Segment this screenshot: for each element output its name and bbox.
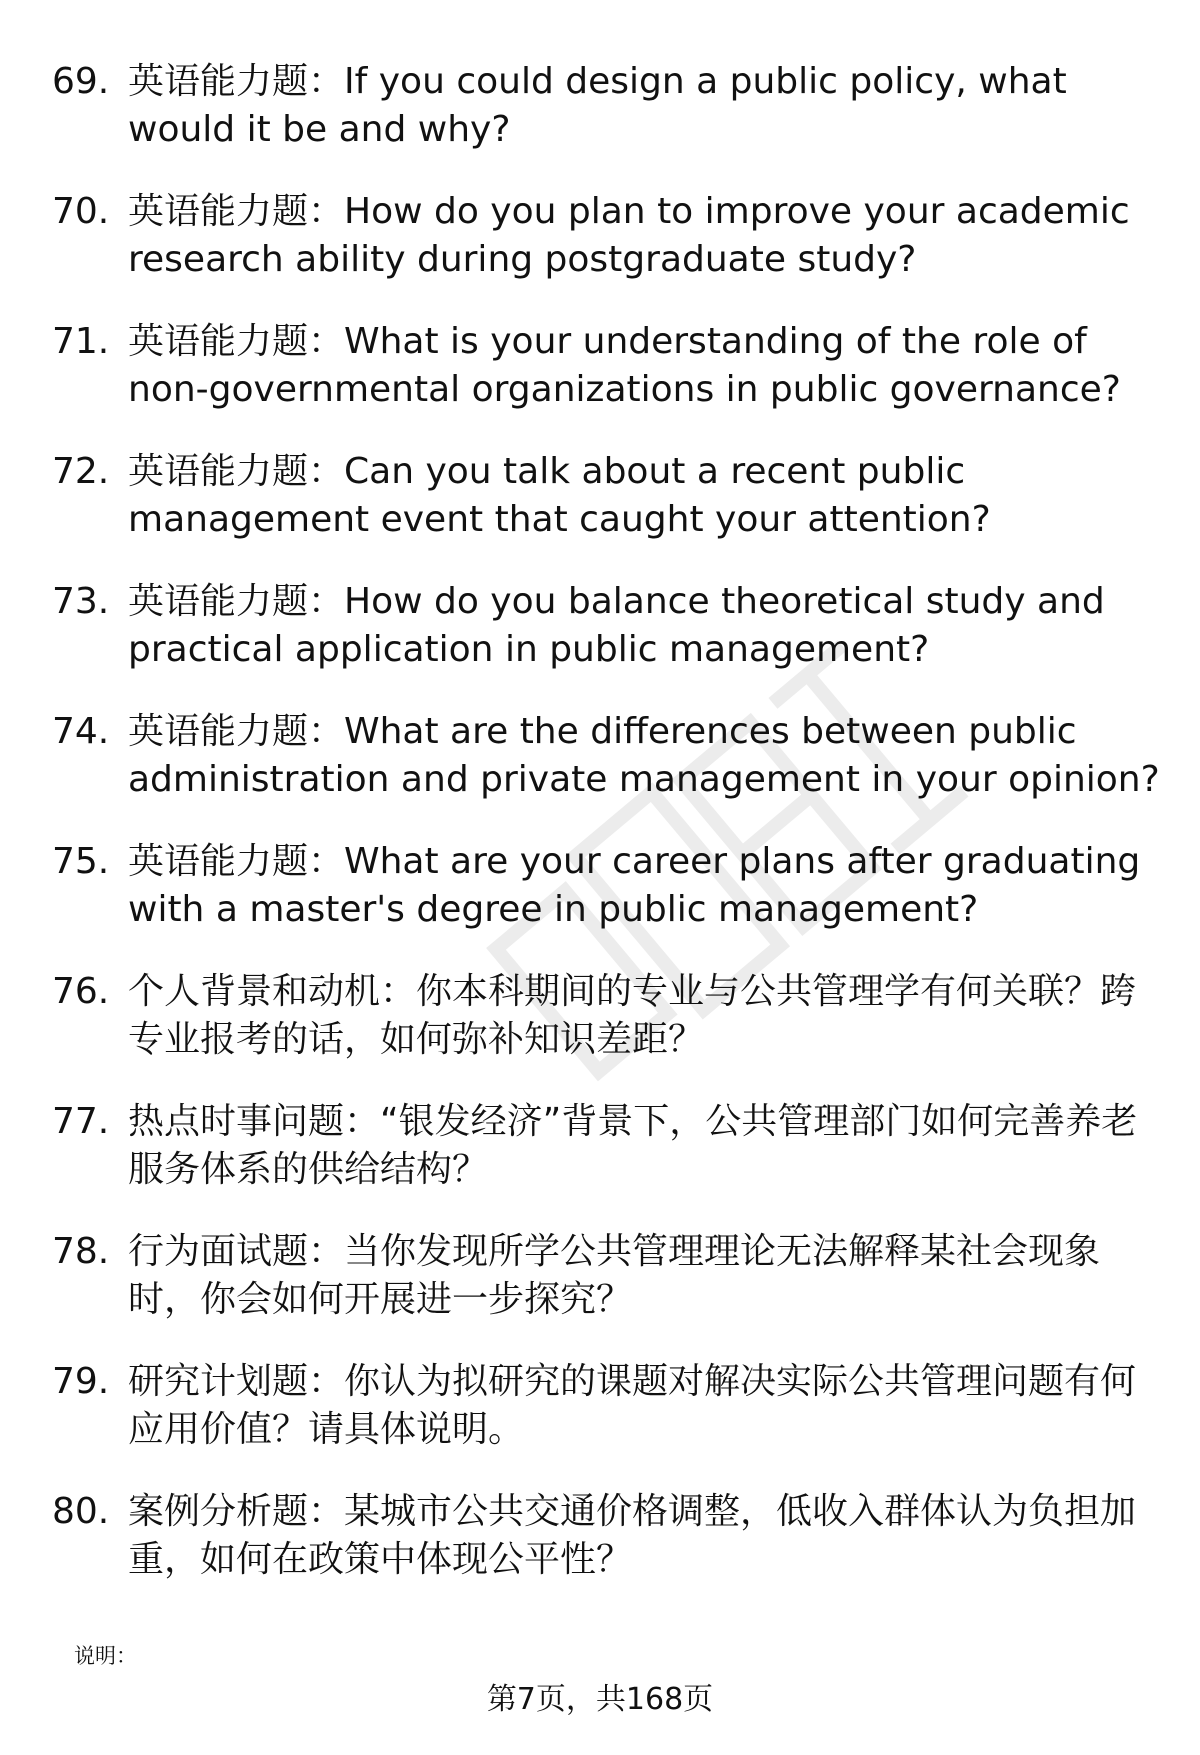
- question-item: [52, 188, 1162, 284]
- question-text: 英语能力题：What are the differences between public administration and private management in your opinion?: [128, 711, 1160, 800]
- question-text: 热点时事问题：“银发经济”背景下，公共管理部门如何完善养老服务体系的供给结构？: [128, 1101, 1138, 1190]
- question-number: 76.: [52, 971, 110, 1012]
- question-item: [52, 968, 1162, 1064]
- question-item: [52, 1098, 1162, 1194]
- page-footer: 第7页，共168页: [486, 1682, 714, 1717]
- question-item: [52, 708, 1162, 804]
- question-text: 个人背景和动机：你本科期间的专业与公共管理学有何关联？跨专业报考的话，如何弥补知识差距？: [128, 971, 1137, 1060]
- question-number: 77.: [52, 1101, 110, 1142]
- question-item: [52, 1488, 1162, 1584]
- question-number: 73.: [52, 581, 110, 622]
- question-text: 案例分析题：某城市公共交通价格调整，低收入群体认为负担加重，如何在政策中体现公平性？: [128, 1491, 1137, 1580]
- question-number: 74.: [52, 711, 110, 752]
- question-text: 英语能力题：Can you talk about a recent public management event that caught your attention?: [128, 451, 991, 540]
- question-number: 79.: [52, 1361, 110, 1402]
- question-text: 英语能力题：What is your understanding of the role of non-governmental organizations in public governance?: [128, 321, 1121, 410]
- question-number: 80.: [52, 1491, 110, 1532]
- question-item: [52, 448, 1162, 544]
- question-list: [52, 58, 1162, 1618]
- note-label: 说明：: [74, 1644, 137, 1668]
- question-text: 英语能力题：How do you plan to improve your academic research ability during postgraduate study?: [128, 191, 1130, 280]
- question-number: 72.: [52, 451, 110, 492]
- question-text: 行为面试题：当你发现所学公共管理理论无法解释某社会现象时，你会如何开展进一步探究？: [128, 1231, 1101, 1320]
- question-text: 英语能力题：How do you balance theoretical study and practical application in public management?: [128, 581, 1105, 670]
- question-item: [52, 578, 1162, 674]
- question-text: 英语能力题：What are your career plans after graduating with a master's degree in public management?: [128, 841, 1141, 930]
- question-number: 71.: [52, 321, 110, 362]
- question-number: 78.: [52, 1231, 110, 1272]
- question-item: [52, 838, 1162, 934]
- question-text: 研究计划题：你认为拟研究的课题对解决实际公共管理问题有何应用价值？请具体说明。: [128, 1361, 1137, 1450]
- question-item: [52, 1358, 1162, 1454]
- question-item: [52, 1228, 1162, 1324]
- question-number: 75.: [52, 841, 110, 882]
- question-item: [52, 58, 1162, 154]
- question-number: 70.: [52, 191, 110, 232]
- question-text: 英语能力题：If you could design a public policy, what would it be and why?: [128, 61, 1067, 150]
- question-item: [52, 318, 1162, 414]
- question-number: 69.: [52, 61, 110, 102]
